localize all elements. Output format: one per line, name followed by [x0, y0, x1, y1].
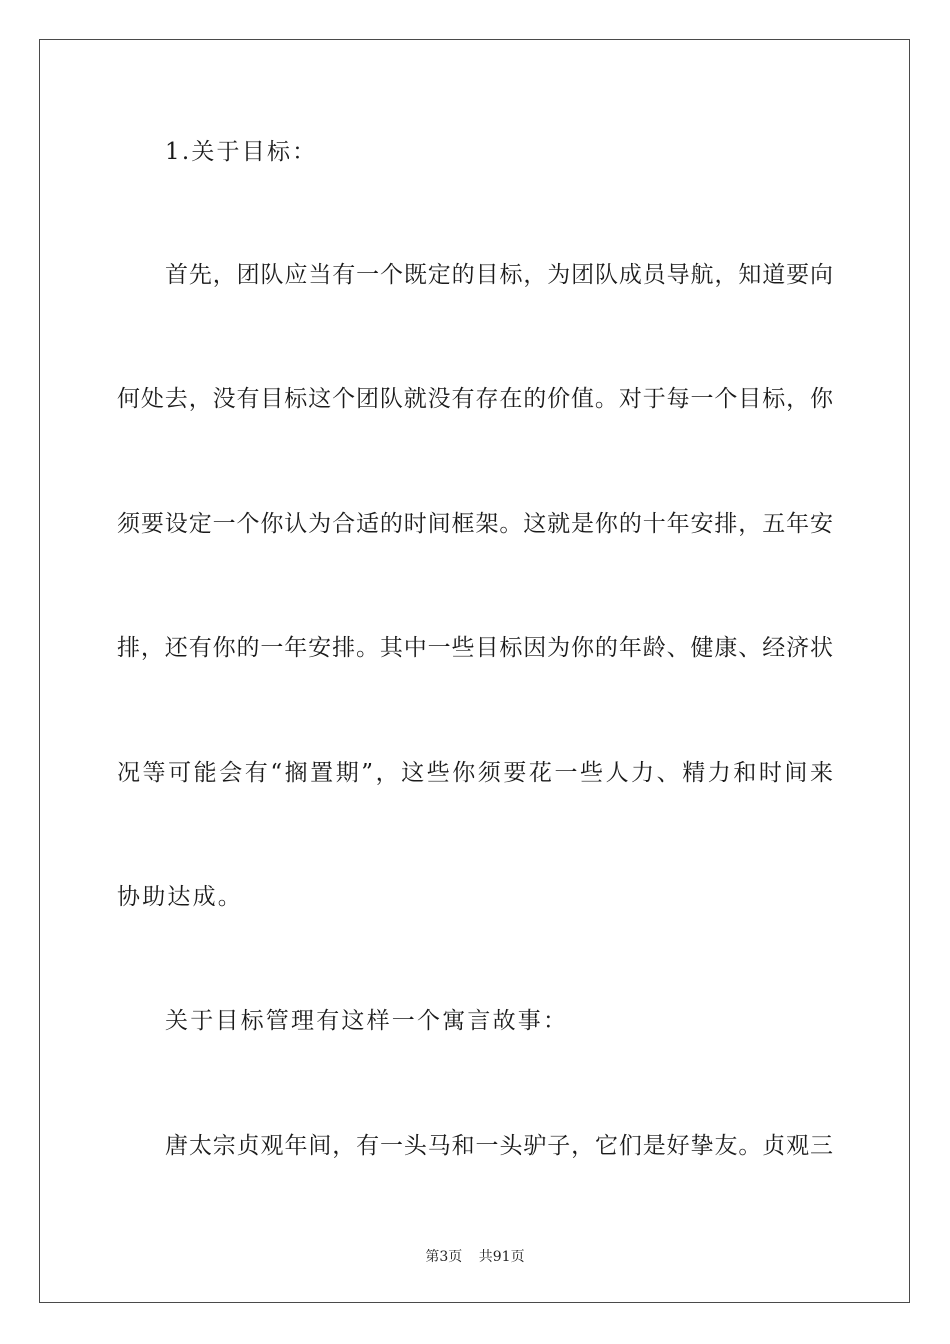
- paragraph-line: 须要设定一个你认为合适的时间框架。这就是你的十年安排，五年安: [117, 511, 833, 537]
- section-heading: 1.关于目标：: [165, 139, 318, 165]
- paragraph-line: 首先，团队应当有一个既定的目标，为团队成员导航，知道要向: [165, 262, 833, 288]
- page-total: 共91页: [478, 1249, 525, 1265]
- paragraph-line: 何处去，没有目标这个团队就没有存在的价值。对于每一个目标，你: [117, 386, 833, 412]
- page-border: [39, 39, 910, 1303]
- paragraph-line: 排，还有你的一年安排。其中一些目标因为你的年龄、健康、经济状: [117, 635, 833, 661]
- paragraph-line: 关于目标管理有这样一个寓言故事：: [165, 1008, 569, 1034]
- paragraph-line: 协助达成。: [117, 884, 243, 910]
- page-footer: [0, 1248, 950, 1266]
- paragraph-line: 况等可能会有“搁置期”，这些你须要花一些人力、精力和时间来: [117, 760, 833, 786]
- page-number: 第3页: [425, 1249, 463, 1265]
- paragraph-line: 唐太宗贞观年间，有一头马和一头驴子，它们是好挚友。贞观三: [165, 1133, 833, 1159]
